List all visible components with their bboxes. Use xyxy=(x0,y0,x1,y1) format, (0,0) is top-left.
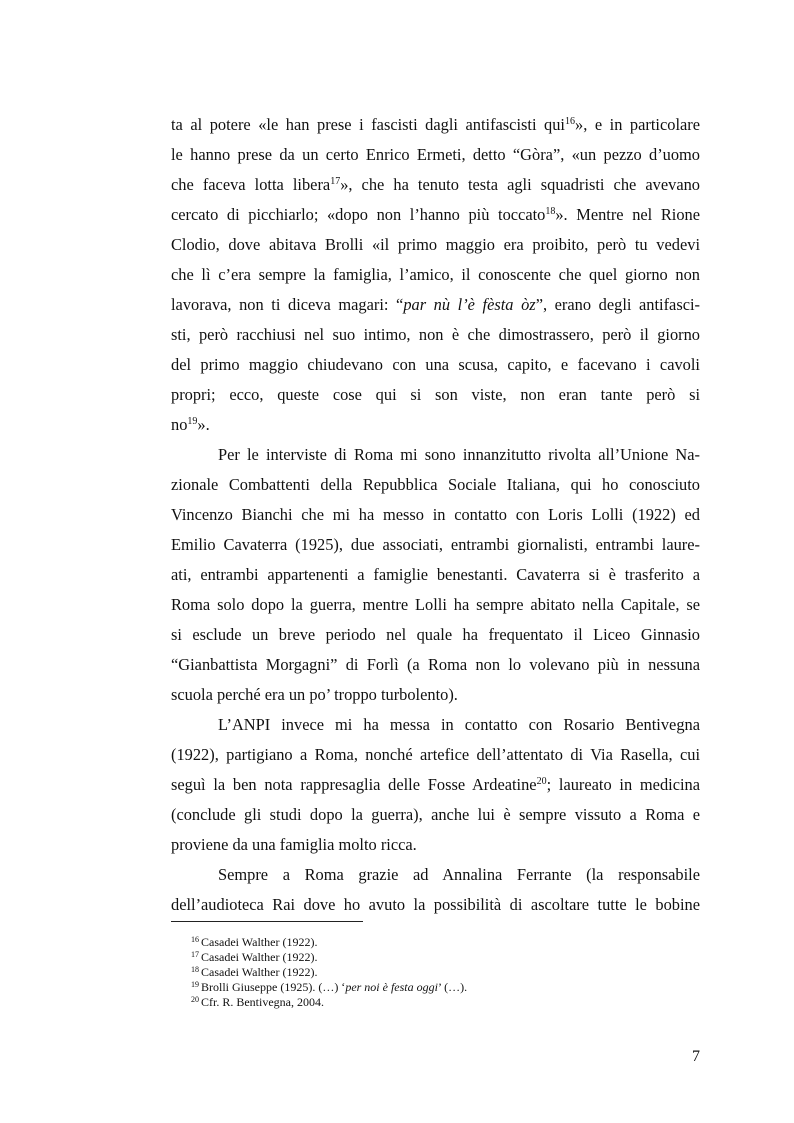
paragraph-start: L’ANPI invece mi ha messa in contatto con Rosario Bentivegna xyxy=(218,715,700,734)
footnote-ref: 17 xyxy=(330,176,341,187)
dialect-quote: par nù l’è fèsta òz xyxy=(403,295,536,314)
footnote-ref: 19 xyxy=(187,416,198,427)
body-line: ati, entrambi appartenenti a famiglie benestanti. Cavaterra si è trasferito a xyxy=(171,565,700,584)
body-line: Clodio, dove abitava Brolli «il primo maggio era proibito, però tu vedevi xyxy=(171,235,700,254)
body-line: zionale Combattenti della Repubblica Sociale Italiana, qui ho conosciuto xyxy=(171,475,700,494)
footnote-ref: 18 xyxy=(545,206,556,217)
body-line: del primo maggio chiudevano con una scusa, capito, e facevano i cavoli xyxy=(171,355,700,374)
body-line: (1922), partigiano a Roma, nonché artefice dell’attentato di Via Rasella, cui xyxy=(171,745,700,764)
body-line: si esclude un breve periodo nel quale ha frequentato il Liceo Ginnasio xyxy=(171,625,700,644)
footnote: $^{17}$ Casadei Walther (1922). xyxy=(191,950,318,964)
body-line: (conclude gli studi dopo la guerra), anche lui è sempre vissuto a Roma e xyxy=(171,805,700,824)
page-number: 7 xyxy=(692,1048,700,1065)
footnote: $^{18}$ Casadei Walther (1922). xyxy=(191,965,318,979)
body-line: lavorava, non ti diceva magari: “par nù l’è fèsta òz”, erano degli antifasci- xyxy=(171,295,700,314)
footnote: $^{20}$ Cfr. R. Bentivegna, 2004. xyxy=(191,995,324,1009)
footnote-ref: 20 xyxy=(536,776,547,787)
body-line: dell’audioteca Rai dove ho avuto la possibilità di ascoltare tutte le bobine xyxy=(171,895,700,914)
body-line: che lì c’era sempre la famiglia, l’amico, il conoscente che quel giorno non xyxy=(171,265,700,284)
body-line: scuola perché era un po’ troppo turbolento). xyxy=(171,685,458,704)
body-line: Roma solo dopo la guerra, mentre Lolli ha sempre abitato nella Capitale, se xyxy=(171,595,700,614)
footnote: $^{19}$ Brolli Giuseppe (1925). (…) ‘per noi è festa oggi’ (…). xyxy=(191,980,468,994)
footnote-ref: 16 xyxy=(565,116,575,127)
body-line: Vincenzo Bianchi che mi ha messo in contatto con Loris Lolli (1922) ed xyxy=(171,505,700,524)
body-line: seguì la ben nota rappresaglia delle Fosse Ardeatine$^{20}$; laureato in medicina xyxy=(171,775,700,794)
body-line: “Gianbattista Morgagni” di Forlì (a Roma non lo volevano più in nessuna xyxy=(171,655,700,674)
body-line: propri; ecco, queste cose qui si son viste, non eran tante però si xyxy=(171,385,700,404)
body-line: $no^{19}$». xyxy=(171,415,210,434)
body-line: le hanno prese da un certo Enrico Ermeti, detto “Gòra”, «un pezzo d’uomo xyxy=(171,145,700,164)
body-line: ta al potere «le han prese i fascisti dagli antifascisti qui$^{16}$», e in particolare xyxy=(171,115,701,134)
body-line: sti, però racchiusi nel suo intimo, non è che dimostrassero, però il giorno xyxy=(171,325,700,344)
body-line: che faceva lotta libera$^{17}$», che ha tenuto testa agli squadristi che avevano xyxy=(171,175,700,194)
paragraph-start: Per le interviste di Roma mi sono innanzitutto rivolta all’Unione Na- xyxy=(218,445,700,464)
body-line: Emilio Cavaterra (1925), due associati, entrambi giornalisti, entrambi laure- xyxy=(171,535,700,554)
body-line: proviene da una famiglia molto ricca. xyxy=(171,835,417,854)
body-line: cercato di picchiarlo; «dopo non l’hanno più toccato$^{18}$». Mentre nel Rione xyxy=(171,205,700,224)
footnote-separator xyxy=(171,921,363,922)
footnote: $^{16}$ Casadei Walther (1922). xyxy=(191,935,318,949)
paragraph-start: Sempre a Roma grazie ad Annalina Ferrante (la responsabile xyxy=(218,865,700,884)
